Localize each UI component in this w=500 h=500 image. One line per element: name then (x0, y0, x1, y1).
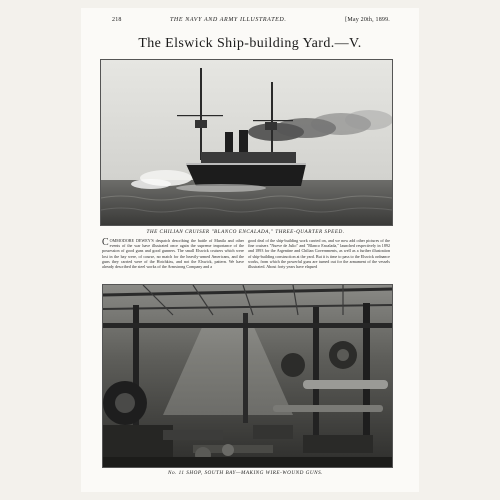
article-column-2 (248, 238, 390, 282)
drop-cap: C (102, 238, 109, 248)
issue-date: [May 20th, 1899. (345, 17, 390, 23)
column-1-text: OMMODORE DEWEY'S despatch describing the battle of Manila and other events of the war have illustrated once again the supreme importance of the possession of good guns and good gunners. The small Elswick cruisers which were lost in the bay were, of course, no match for the heavily-armed Americans, and the guns they carried were of the Hotchkiss, and not the Elswick, pattern. We have already described the steel works of the Armstrong Company and a (102, 238, 244, 270)
article-column-1 (102, 238, 244, 282)
figure-caption: THE CHILIAN CRUISER "BLANCO ENCALADA," THREE-QUARTER SPEED. (146, 229, 345, 235)
workshop-photo (102, 284, 393, 468)
publication-title: THE NAVY AND ARMY ILLUSTRATED. (170, 17, 287, 23)
column-2-text: good deal of the ship-building work carried on, and we now add other pictures of the fine cruisers "Nueve de Julio" and "Blanco Encalada," launched respectively in 1892 and 1893 for the Argentine and Chilian Governments, as well as a further illustration of ship-building construction at the yard. But it is time to pass to the Elswick ordnance works, from which the powerful guns are turned out for the armament of the vessels illustrated. About forty years have elapsed (248, 238, 390, 270)
figure-caption: No. 11 SHOP, SOUTH BAY—MAKING WIRE-WOUND GUNS. (168, 470, 323, 476)
running-head (112, 17, 390, 27)
page-number: 218 (112, 17, 122, 23)
page-title: The Elswick Ship-building Yard.—V. (138, 36, 362, 51)
cruiser-photo (100, 59, 393, 226)
